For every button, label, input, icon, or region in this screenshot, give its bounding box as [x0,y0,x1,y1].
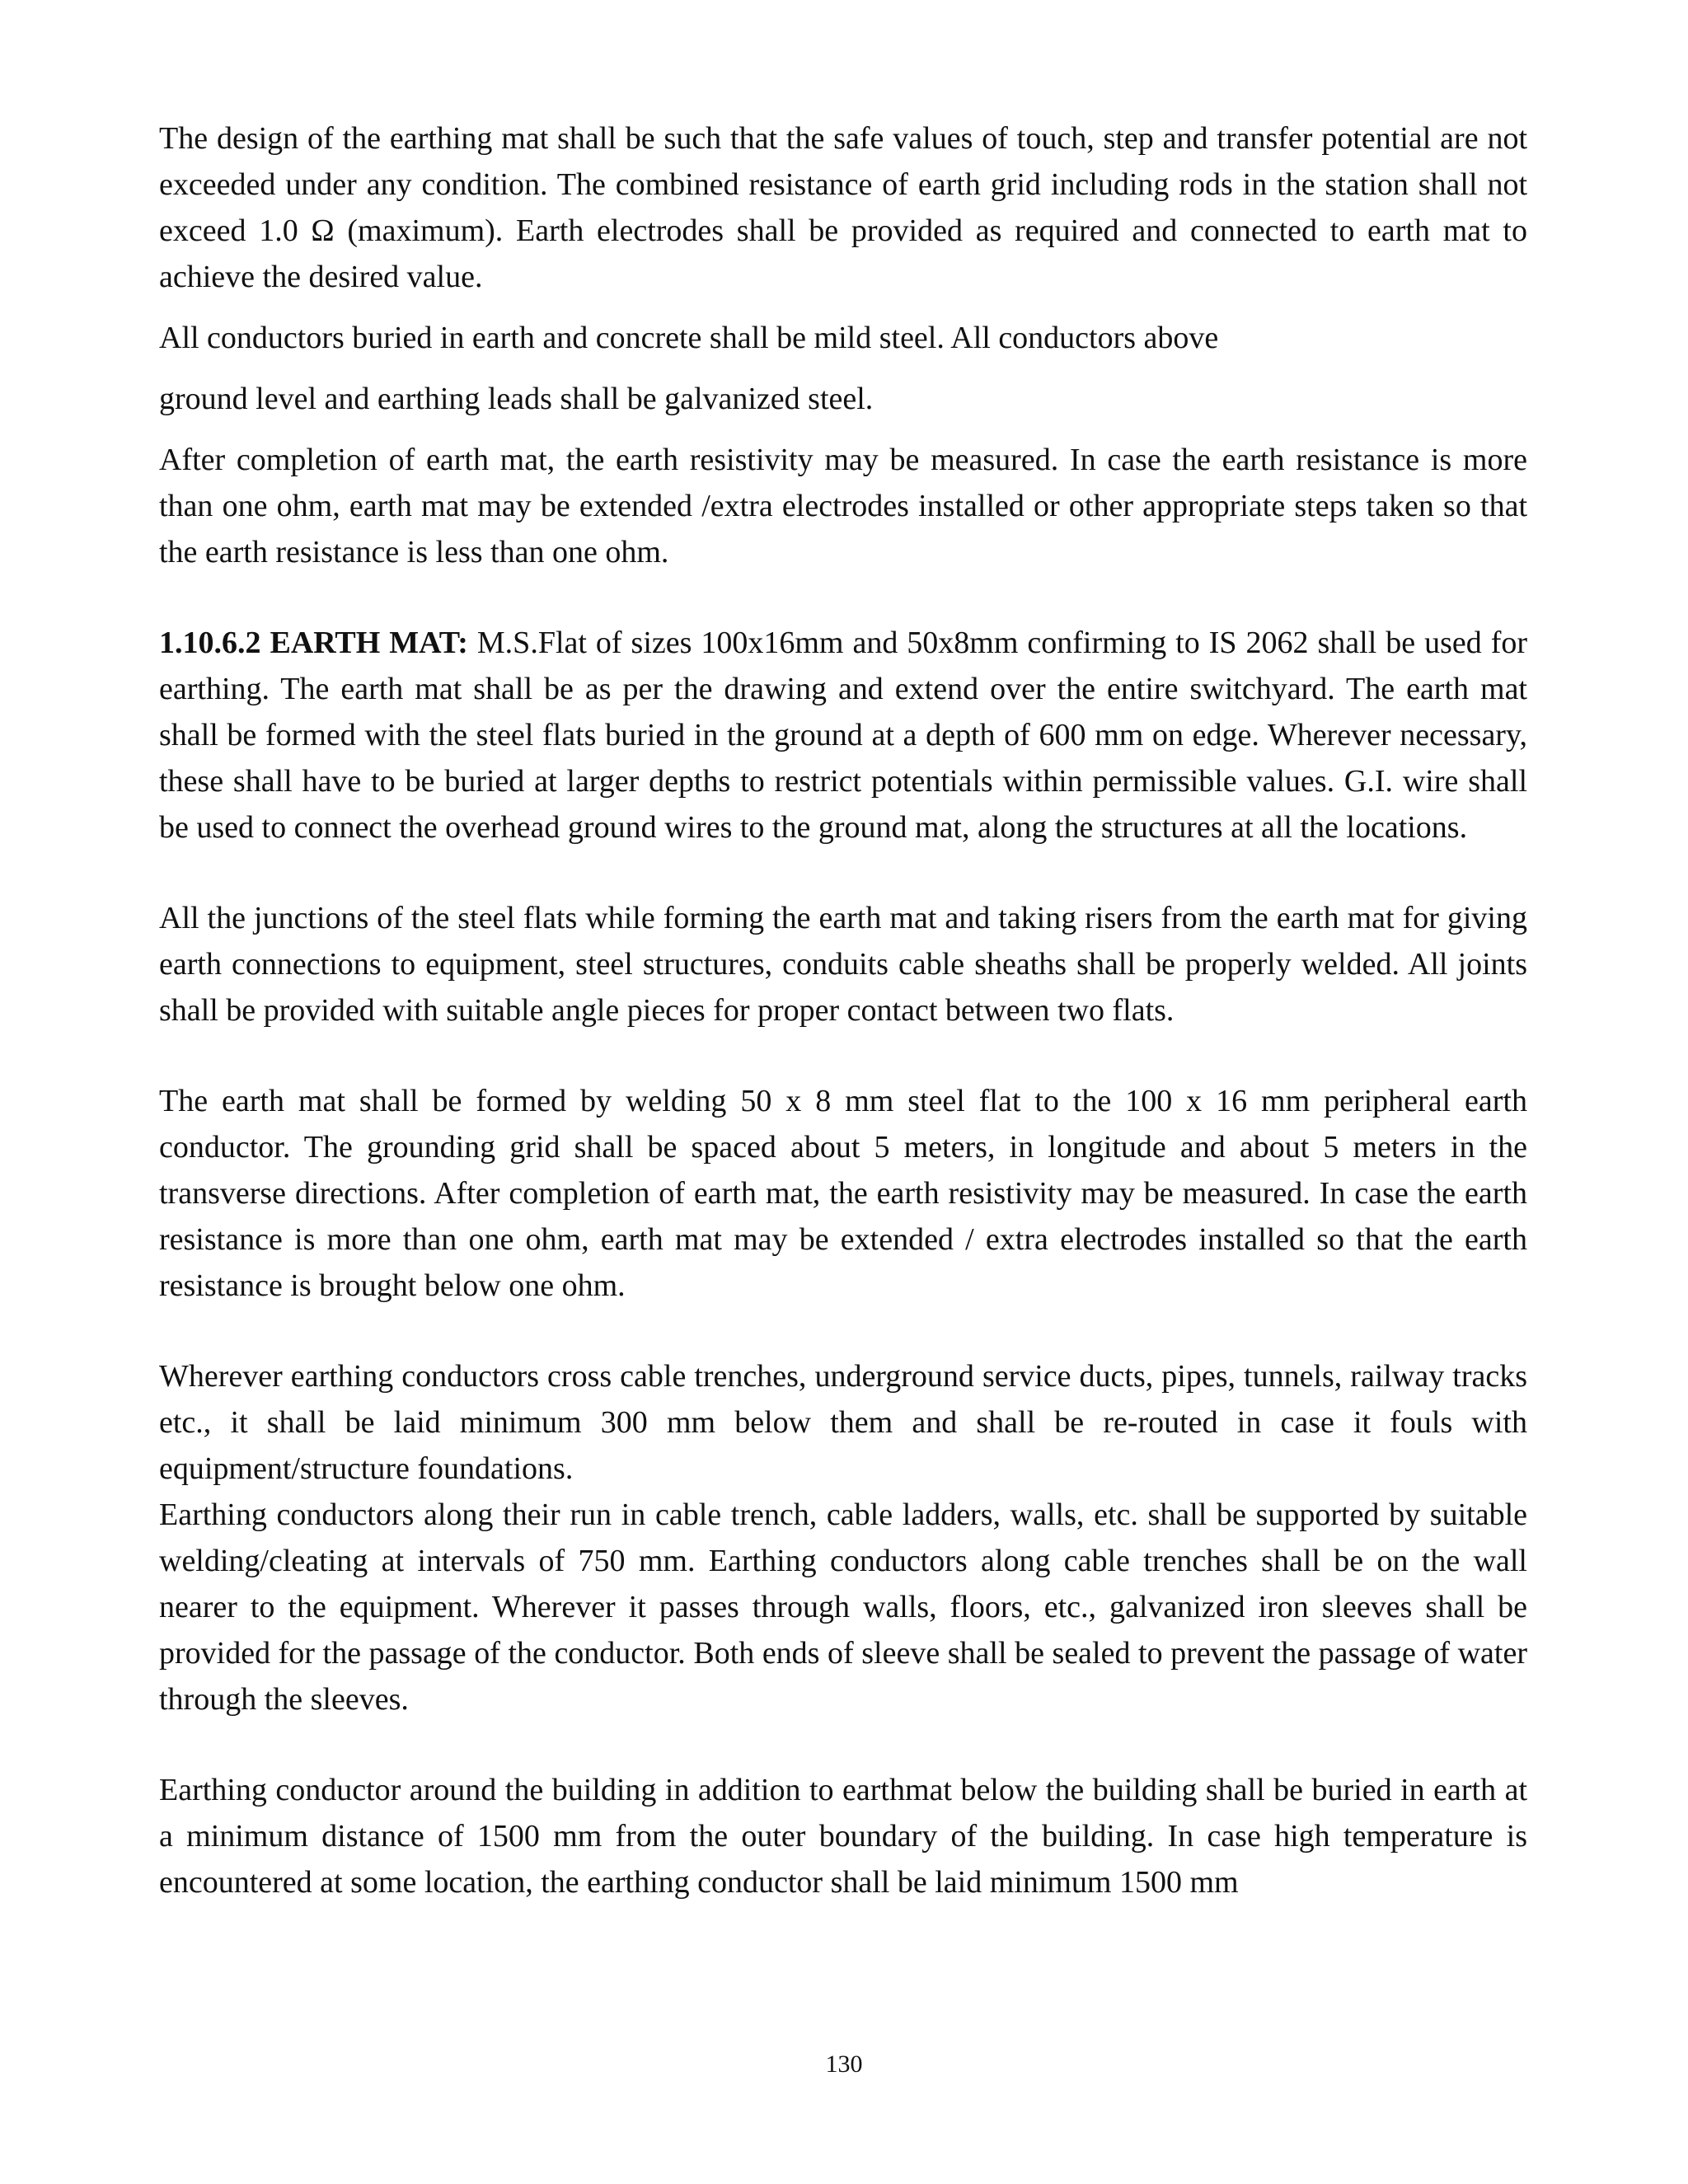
page-content [159,115,1527,1905]
earth-mat-description: M.S.Flat of sizes 100x16mm and 50x8mm confirming to IS 2062 shall be used for earthing. The earth mat shall be as per the drawing and extend over the entire switchyard. The earth mat shall be formed with the steel flats buried in the ground at a depth of 600 mm on edge. Wherever necessary, these shall have to be buried at larger depths to restrict potentials within permissible values. G.I. wire shall be used to connect the overhead ground wires to the ground mat, along the structures at all the locations. [159,626,1527,845]
paragraph-earth-mat-section [159,620,1527,851]
paragraph-earthing-mat-design: The design of the earthing mat shall be such that the safe values of touch, step and transfer potential are not exceeded under any condition. The combined resistance of earth grid including rods in the station shall not exceed 1.0 Ω (maximum). Earth electrodes shall be provided as required and connected to earth mat to achieve the desired value. [159,121,1527,294]
page-number: 130 [825,2050,863,2078]
paragraph-earth-resistivity: After completion of earth mat, the earth resistivity may be measured. In case the earth resistance is more than one ohm, earth mat may be extended /extra electrodes installed or other appropriate steps taken so that the earth resistance is less than one ohm. [159,443,1527,569]
paragraph-junctions-welded: All the junctions of the steel flats while forming the earth mat and taking risers from the earth mat for giving earth connections to equipment, steel structures, conduits cable sheaths shall be properly welded. All joints shall be provided with suitable angle pieces for proper contact between two flats. [159,901,1527,1028]
paragraph-conductor-support: Earthing conductors along their run in cable trench, cable ladders, walls, etc. shall be supported by suitable welding/cleating at intervals of 750 mm. Earthing conductors along cable trenches shall be on the wall nearer to the equipment. Wherever it passes through walls, floors, etc., galvanized iron sleeves shall be provided for the passage of the conductor. Both ends of sleeve shall be sealed to prevent the passage of water through the sleeves. [159,1497,1527,1717]
paragraph-cable-trenches: Wherever earthing conductors cross cable trenches, underground service ducts, pipes, tunnels, railway tracks etc., it shall be laid minimum 300 mm below them and shall be re-routed in case it fouls with equipment/structure foundations. [159,1359,1527,1486]
section-heading-earth-mat: 1.10.6.2 EARTH MAT: [159,626,468,660]
paragraph-earth-mat-welding: The earth mat shall be formed by welding 50 x 8 mm steel flat to the 100 x 16 mm peripheral earth conductor. The grounding grid shall be spaced about 5 meters, in longitude and about 5 meters in the transverse directions. After completion of earth mat, the earth resistivity may be measured. In case the earth resistance is more than one ohm, earth mat may be extended / extra electrodes installed so that the earth resistance is brought below one ohm. [159,1084,1527,1303]
paragraph-ground-level-leads: ground level and earthing leads shall be galvanized steel. [159,382,874,416]
paragraph-conductors-buried: All conductors buried in earth and concrete shall be mild steel. All conductors above [159,321,1219,355]
paragraph-building-conductor: Earthing conductor around the building in addition to earthmat below the building shall be buried in earth at a minimum distance of 1500 mm from the outer boundary of the building. In case high temperature is encountered at some location, the earthing conductor shall be laid minimum 1500 mm [159,1773,1527,1900]
